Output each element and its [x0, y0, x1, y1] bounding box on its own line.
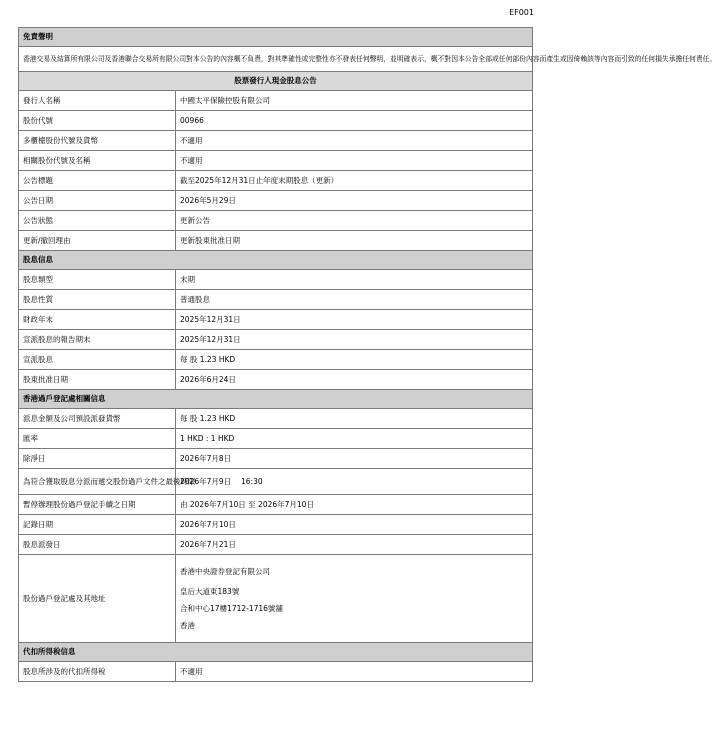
form-code: EF001 — [509, 8, 534, 17]
field-value: 更新股東批准日期 — [176, 231, 533, 251]
field-value: 2025年12月31日 — [176, 330, 533, 350]
field-label: 更新/撤回理由 — [19, 231, 176, 251]
field-label: 股息類型 — [19, 270, 176, 290]
field-label: 股息性質 — [19, 290, 176, 310]
field-value: 2026年7月10日 — [176, 515, 533, 535]
row-payment-currency — [19, 409, 533, 429]
announcement-title: 股票發行人現金股息公告 — [19, 72, 533, 91]
field-label: 記錄日期 — [19, 515, 176, 535]
field-label: 股份過戶登記處及其地址 — [19, 555, 176, 643]
field-label: 派息金額及公司預設派發貨幣 — [19, 409, 176, 429]
field-label: 匯率 — [19, 429, 176, 449]
section-heading: 代扣所得稅信息 — [19, 643, 533, 662]
row-ex-date — [19, 449, 533, 469]
withholding-tax-heading-row — [19, 643, 533, 662]
row-announcement-status — [19, 211, 533, 231]
field-label: 股息派發日 — [19, 535, 176, 555]
field-label: 宣派股息 — [19, 350, 176, 370]
disclaimer-heading: 免責聲明 — [19, 28, 533, 47]
field-label: 股份代號 — [19, 111, 176, 131]
field-value: 每 股 1.23 HKD — [176, 350, 533, 370]
field-label: 股東批准日期 — [19, 370, 176, 390]
row-registrar-address — [19, 555, 533, 643]
section-heading: 香港過戶登記處相關信息 — [19, 390, 533, 409]
row-record-date — [19, 515, 533, 535]
row-dividend-type — [19, 270, 533, 290]
field-label: 公告狀態 — [19, 211, 176, 231]
field-value: 每 股 1.23 HKD — [176, 409, 533, 429]
field-label: 暫停辦理股份過戶登記手續之日期 — [19, 495, 176, 515]
field-value: 中國太平保險控股有限公司 — [176, 91, 533, 111]
row-dividend-nature — [19, 290, 533, 310]
field-label: 為符合獲取股息分派而遞交股份過戶文件之最後時限 — [19, 469, 176, 495]
row-transfer-deadline — [19, 469, 533, 495]
registrar-address — [176, 555, 533, 643]
field-label: 發行人名稱 — [19, 91, 176, 111]
registrar-info-heading-row — [19, 390, 533, 409]
row-withholding-tax — [19, 662, 533, 682]
row-related-stock — [19, 151, 533, 171]
row-announcement-title — [19, 171, 533, 191]
field-value: 不適用 — [176, 151, 533, 171]
row-exchange-rate — [19, 429, 533, 449]
field-value: 2026年7月21日 — [176, 535, 533, 555]
section-heading: 股息信息 — [19, 251, 533, 270]
field-label: 財政年末 — [19, 310, 176, 330]
row-book-closure — [19, 495, 533, 515]
field-value: 2026年6月24日 — [176, 370, 533, 390]
field-value: 2026年5月29日 — [176, 191, 533, 211]
address-line: 皇后大道東183號 — [180, 586, 240, 596]
dividend-announcement-form — [18, 27, 716, 682]
field-label: 宣派股息的報告期末 — [19, 330, 176, 350]
field-value: 不適用 — [176, 131, 533, 151]
row-update-reason — [19, 231, 533, 251]
disclaimer-row — [19, 47, 533, 72]
field-label: 除淨日 — [19, 449, 176, 469]
row-financial-year-end — [19, 310, 533, 330]
announcement-title-row — [19, 72, 533, 91]
address-line: 香港 — [180, 620, 195, 630]
field-value: 普通股息 — [176, 290, 533, 310]
row-announcement-date — [19, 191, 533, 211]
field-label: 公告標題 — [19, 171, 176, 191]
row-stock-code — [19, 111, 533, 131]
row-payment-date — [19, 535, 533, 555]
row-reporting-period-end — [19, 330, 533, 350]
field-value: 2025年12月31日 — [176, 310, 533, 330]
field-value: 1 HKD : 1 HKD — [176, 429, 533, 449]
field-label: 股息所涉及的代扣所得稅 — [19, 662, 176, 682]
field-value: 更新公告 — [176, 211, 533, 231]
row-shareholder-approval-date — [19, 370, 533, 390]
row-multi-counter — [19, 131, 533, 151]
registrar-name: 香港中央證券登記有限公司 — [180, 566, 270, 576]
field-label: 相關股份代號及名稱 — [19, 151, 176, 171]
address-line: 合和中心17樓1712-1716號舖 — [180, 603, 283, 613]
row-dividend-declared — [19, 350, 533, 370]
field-value: 不適用 — [176, 662, 533, 682]
field-value: 2026年7月9日 16:30 — [176, 469, 533, 495]
field-value: 截至2025年12月31日止年度末期股息（更新） — [176, 171, 533, 191]
disclaimer-heading-row — [19, 28, 533, 47]
field-value: 2026年7月8日 — [176, 449, 533, 469]
field-value: 由 2026年7月10日 至 2026年7月10日 — [176, 495, 533, 515]
field-label: 公告日期 — [19, 191, 176, 211]
disclaimer-text: 香港交易及結算所有限公司及香港聯合交易所有限公司對本公告的內容概不負責，對其準確性或完整性亦不發表任何聲明，並明確表示，概不對因本公告全部或任何部份內容而產生或因倚賴該等內容而引致的任何損失承擔任何責任。 — [19, 47, 533, 72]
dividend-info-heading-row — [19, 251, 533, 270]
row-issuer-name — [19, 91, 533, 111]
field-label: 多櫃檯股份代號及貨幣 — [19, 131, 176, 151]
field-value: 末期 — [176, 270, 533, 290]
field-value: 00966 — [176, 111, 533, 131]
